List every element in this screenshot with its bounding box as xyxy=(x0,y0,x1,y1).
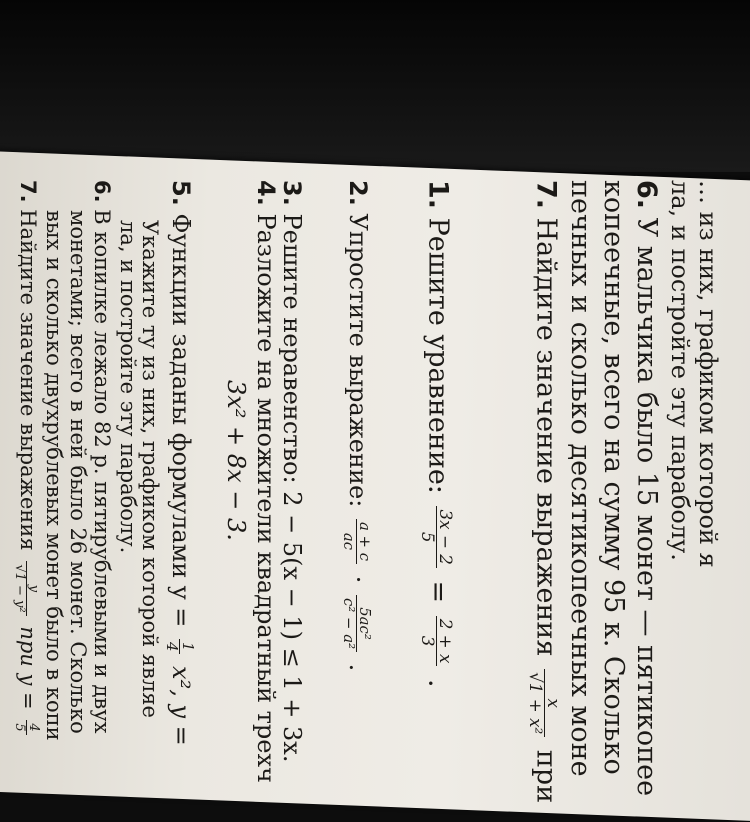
p5-frac-den: 4 xyxy=(163,641,182,652)
problem-1 xyxy=(420,180,454,688)
prev-line-la: ла, и постройте эту параболу. xyxy=(666,180,694,561)
problem-6 xyxy=(91,180,112,733)
p2-frac2-den: c² − a² xyxy=(340,597,359,650)
problem-7 xyxy=(13,180,40,739)
dark-background xyxy=(0,0,750,172)
problem-6-line2: монетами; всего в ней было 26 монет. Сколько xyxy=(66,210,90,734)
problem-6-line3: вых и сколько двухрублевых монет было в копи xyxy=(42,210,66,741)
problem-5-line2: Укажите ту из них, графиком которой являе xyxy=(138,220,162,718)
prev-partial-line: … из них, графиком которой я xyxy=(694,180,722,568)
p2-frac2-num: 5ac² xyxy=(356,595,372,652)
p1-frac1-den: 5 xyxy=(418,531,439,543)
problem-3-label: 3. xyxy=(278,180,306,206)
p1-equals: = xyxy=(422,580,454,604)
problem-1-fraction-right xyxy=(420,616,454,667)
problem-4-label: 4. xyxy=(252,180,280,206)
problem-5-line3: ла, и постройте эту параболу. xyxy=(116,220,140,554)
p1-end: . xyxy=(422,679,454,688)
problem-5 xyxy=(164,180,195,746)
problem-4-expression: 3x² + 8x − 3. xyxy=(222,380,250,541)
problem-2-fraction-right xyxy=(341,595,372,652)
problem-1-text: Решите уравнение: xyxy=(422,217,454,494)
prev-problem-6 xyxy=(633,180,660,796)
problem-2-text: Упростите выражение: xyxy=(344,213,373,508)
p1-frac2-num: 2 + x xyxy=(436,616,454,667)
problem-2 xyxy=(341,180,372,671)
problem-7-fraction xyxy=(13,561,40,615)
p2-end: . xyxy=(344,663,373,672)
p2-operator: · xyxy=(344,575,373,584)
p7-frac-num: y xyxy=(26,561,40,615)
problem-4 xyxy=(254,180,278,783)
problem-5-fraction xyxy=(164,639,195,654)
p2-frac1-den: ac xyxy=(340,532,359,551)
problem-1-fraction-left xyxy=(420,506,454,567)
problem-3-text: Решите неравенство: 2 − 5(x − 1) ≤ 1 + 3x. xyxy=(278,213,306,763)
prev-p6-line2: копеечные, всего на сумму 95 к. Сколько xyxy=(598,180,629,775)
problem-6-line1: В копилке лежало 82 р. пятирублевыми и двух xyxy=(90,209,114,734)
problem-1-label: 1. xyxy=(422,180,454,210)
prev-p7-text: Найдите значение выражения xyxy=(530,217,562,657)
problem-5-label: 5. xyxy=(167,180,196,206)
p7-val-den: 5 xyxy=(11,723,27,732)
prev-p7-fraction xyxy=(528,669,562,737)
prev-p6-line3: печных и сколько десятикопеечных моне xyxy=(565,180,596,777)
rotated-text-block xyxy=(11,180,722,804)
prev-p6-line1: У мальчика было 15 монет — пятикопее xyxy=(631,217,662,797)
problem-7-label: 7. xyxy=(15,180,40,203)
prev-p6-label: 6. xyxy=(631,180,662,210)
prev-problem-7 xyxy=(528,180,562,803)
problem-2-label: 2. xyxy=(344,180,373,206)
prev-p7-denominator: √1 + x² xyxy=(526,672,547,735)
p5-frac-num: 1 xyxy=(179,639,195,654)
p1-frac2-den: 3 xyxy=(418,635,439,647)
prev-p7-tail: при xyxy=(530,749,562,804)
prev-p7-label: 7. xyxy=(530,180,562,210)
problem-4-text: Разложите на множители квадратный трехч xyxy=(252,213,280,783)
prev-p7-numerator: x xyxy=(544,669,562,737)
problem-7-tail: при y = xyxy=(15,626,40,717)
p2-frac1-num: a + c xyxy=(356,519,372,564)
p1-frac1-num: 3x − 2 xyxy=(436,506,454,567)
problem-5-tail: x², y = xyxy=(167,666,196,746)
problem-6-label: 6. xyxy=(90,180,114,203)
problem-3 xyxy=(280,180,304,762)
problem-7-text: Найдите значение выражения xyxy=(15,209,40,551)
problem-7-value-fraction xyxy=(13,720,40,734)
p7-val-num: 4 xyxy=(26,720,40,734)
p7-frac-den: √1 − y² xyxy=(11,564,27,613)
problem-5-text: Функции заданы формулами y = xyxy=(167,213,196,635)
problem-2-fraction-left xyxy=(341,519,372,564)
